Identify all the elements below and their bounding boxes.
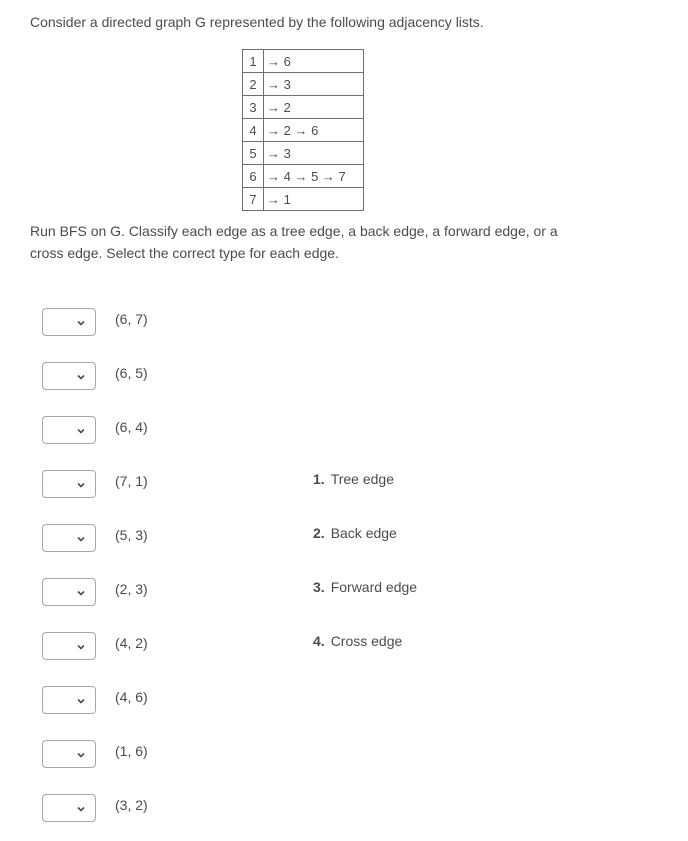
option-number: 1. xyxy=(313,471,325,487)
edge-label: (1, 6) xyxy=(115,743,148,759)
chevron-down-icon xyxy=(76,642,86,652)
edge-type-select[interactable] xyxy=(42,308,96,336)
edge-row xyxy=(42,794,262,824)
adjacency-row xyxy=(243,119,364,142)
chevron-down-icon xyxy=(76,804,86,814)
option-item xyxy=(313,471,394,487)
adjacency-row xyxy=(243,73,364,96)
edge-label: (6, 4) xyxy=(115,419,148,435)
vertex-cell: 7 xyxy=(243,188,264,211)
adjacency-row xyxy=(243,165,364,188)
option-item xyxy=(313,525,397,541)
option-label: Cross edge xyxy=(330,633,403,649)
vertex-cell: 2 xyxy=(243,73,264,96)
chevron-down-icon xyxy=(76,750,86,760)
edge-row xyxy=(42,362,262,392)
chevron-down-icon xyxy=(76,534,86,544)
vertex-cell: 5 xyxy=(243,142,264,165)
edge-type-select[interactable] xyxy=(42,524,96,552)
chevron-down-icon xyxy=(76,588,86,598)
adjacency-row xyxy=(243,50,364,73)
option-number: 2. xyxy=(313,525,325,541)
adjacency-row xyxy=(243,188,364,211)
vertex-cell: 6 xyxy=(243,165,264,188)
edge-row xyxy=(42,740,262,770)
edge-type-select[interactable] xyxy=(42,632,96,660)
edge-type-select[interactable] xyxy=(42,470,96,498)
edge-type-select[interactable] xyxy=(42,686,96,714)
option-label: Forward edge xyxy=(330,579,418,595)
edge-label: (6, 5) xyxy=(115,365,148,381)
chevron-down-icon xyxy=(76,696,86,706)
neighbors-cell: → 3 xyxy=(264,142,364,165)
option-label: Back edge xyxy=(330,525,397,541)
option-item xyxy=(313,633,402,649)
edge-row xyxy=(42,470,262,500)
chevron-down-icon xyxy=(76,426,86,436)
chevron-down-icon xyxy=(76,480,86,490)
adjacency-table xyxy=(242,49,364,211)
intro-text: Consider a directed graph G represented by the following adjacency lists. xyxy=(30,14,484,30)
adjacency-row xyxy=(243,142,364,165)
option-number: 4. xyxy=(313,633,325,649)
edge-type-select[interactable] xyxy=(42,740,96,768)
edge-type-select[interactable] xyxy=(42,362,96,390)
edge-label: (4, 6) xyxy=(115,689,148,705)
vertex-cell: 3 xyxy=(243,96,264,119)
edge-row xyxy=(42,416,262,446)
edge-label: (6, 7) xyxy=(115,311,148,327)
edge-label: (2, 3) xyxy=(115,581,148,597)
neighbors-cell: → 6 xyxy=(264,50,364,73)
edge-type-select[interactable] xyxy=(42,794,96,822)
chevron-down-icon xyxy=(76,318,86,328)
edge-row xyxy=(42,578,262,608)
option-label: Tree edge xyxy=(330,471,394,487)
edge-label: (3, 2) xyxy=(115,797,148,813)
edge-label: (4, 2) xyxy=(115,635,148,651)
edge-type-select[interactable] xyxy=(42,416,96,444)
edge-row xyxy=(42,524,262,554)
edge-label: (7, 1) xyxy=(115,473,148,489)
vertex-cell: 4 xyxy=(243,119,264,142)
neighbors-cell: → 2 → 6 xyxy=(264,119,364,142)
adjacency-row xyxy=(243,96,364,119)
edge-row xyxy=(42,308,262,338)
edge-label: (5, 3) xyxy=(115,527,148,543)
option-item xyxy=(313,579,417,595)
edge-type-select[interactable] xyxy=(42,578,96,606)
option-number: 3. xyxy=(313,579,325,595)
neighbors-cell: → 1 xyxy=(264,188,364,211)
edge-row xyxy=(42,632,262,662)
edge-row xyxy=(42,686,262,716)
vertex-cell: 1 xyxy=(243,50,264,73)
neighbors-cell: → 2 xyxy=(264,96,364,119)
chevron-down-icon xyxy=(76,372,86,382)
question-text: Run BFS on G. Classify each edge as a tree edge, a back edge, a forward edge, or a cross edge. Select the correct type for each edge. xyxy=(30,223,558,261)
neighbors-cell: → 4 → 5 → 7 xyxy=(264,165,364,188)
neighbors-cell: → 3 xyxy=(264,73,364,96)
